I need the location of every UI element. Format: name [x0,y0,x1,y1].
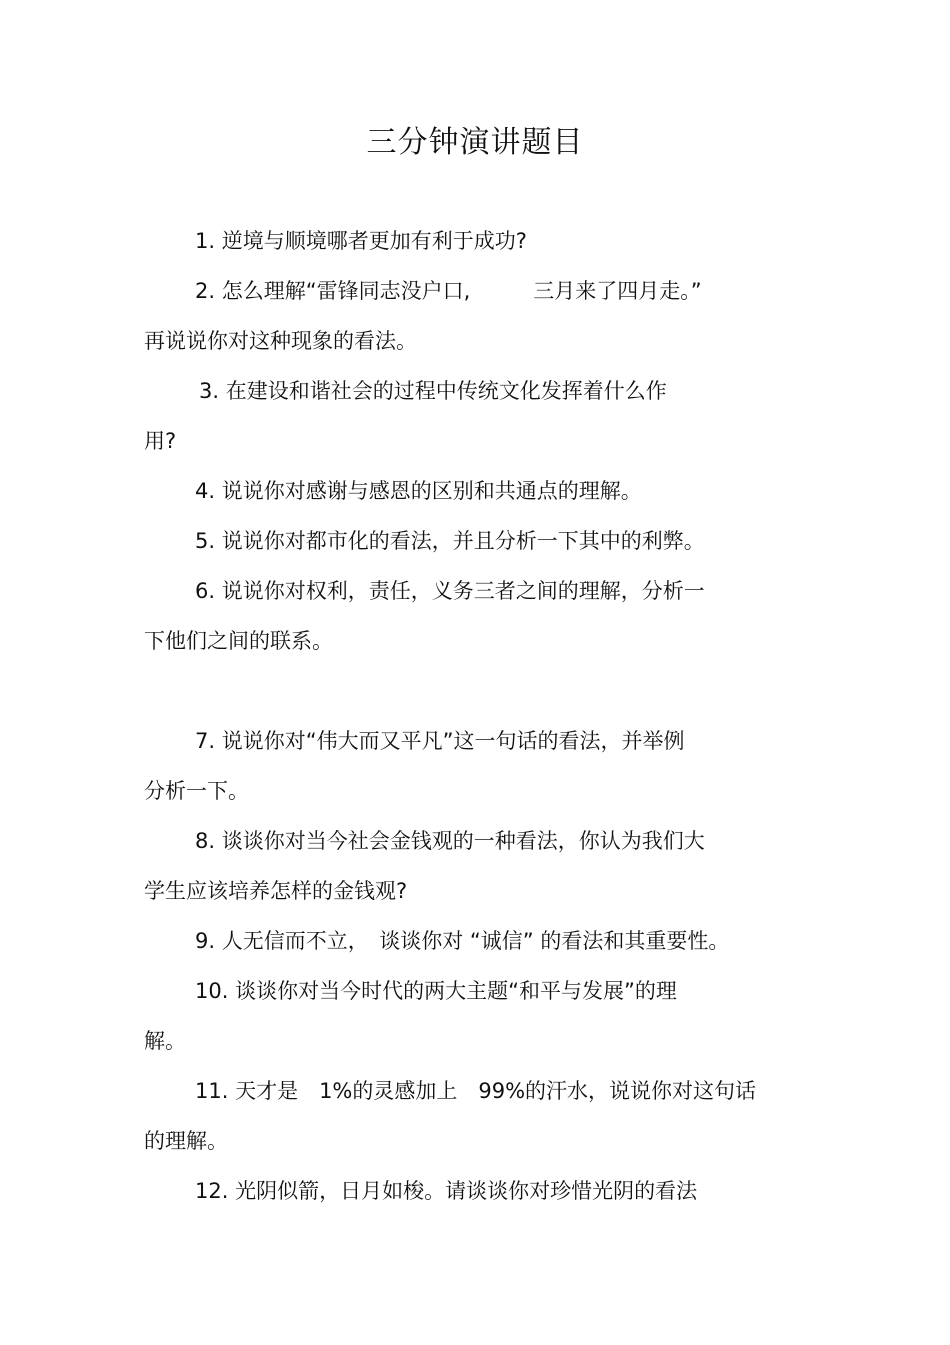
topic-7-continued: 分析一下。 [144,779,249,803]
topic-2-continued: 再说说你对这种现象的看法。 [144,329,417,353]
topic-12: 12. 光阴似箭，日月如梭。请谈谈你对珍惜光阴的看法 [195,1179,698,1203]
topic-1: 1. 逆境与顺境哪者更加有利于成功? [195,229,527,253]
topic-3: 3. 在建设和谐社会的过程中传统文化发挥着什么作 [199,379,667,403]
topic-8-continued: 学生应该培养怎样的金钱观? [144,879,408,903]
topic-6-continued: 下他们之间的联系。 [144,629,333,653]
topic-10: 10. 谈谈你对当今时代的两大主题“和平与发展”的理 [195,979,677,1003]
topic-11: 11. 天才是 1%的灵感加上 99%的汗水，说说你对这句话 [195,1079,757,1103]
topic-8: 8. 谈谈你对当今社会金钱观的一种看法，你认为我们大 [195,829,705,853]
topic-5: 5. 说说你对都市化的看法，并且分析一下其中的利弊。 [195,529,705,553]
topic-2: 2. 怎么理解“雷锋同志没户口, 三月来了四月走。” [195,279,702,303]
topic-6: 6. 说说你对权利，责任，义务三者之间的理解，分析一 [195,579,705,603]
topic-11-continued: 的理解。 [144,1129,228,1153]
page-title: 三分钟演讲题目 [366,125,584,160]
topic-7: 7. 说说你对“伟大而又平凡”这一句话的看法，并举例 [195,729,685,753]
topic-9: 9. 人无信而不立， 谈谈你对 “诚信” 的看法和其重要性。 [195,929,730,953]
topic-10-continued: 解。 [144,1029,186,1053]
topic-3-continued: 用? [144,429,177,453]
topic-4: 4. 说说你对感谢与感恩的区别和共通点的理解。 [195,479,642,503]
